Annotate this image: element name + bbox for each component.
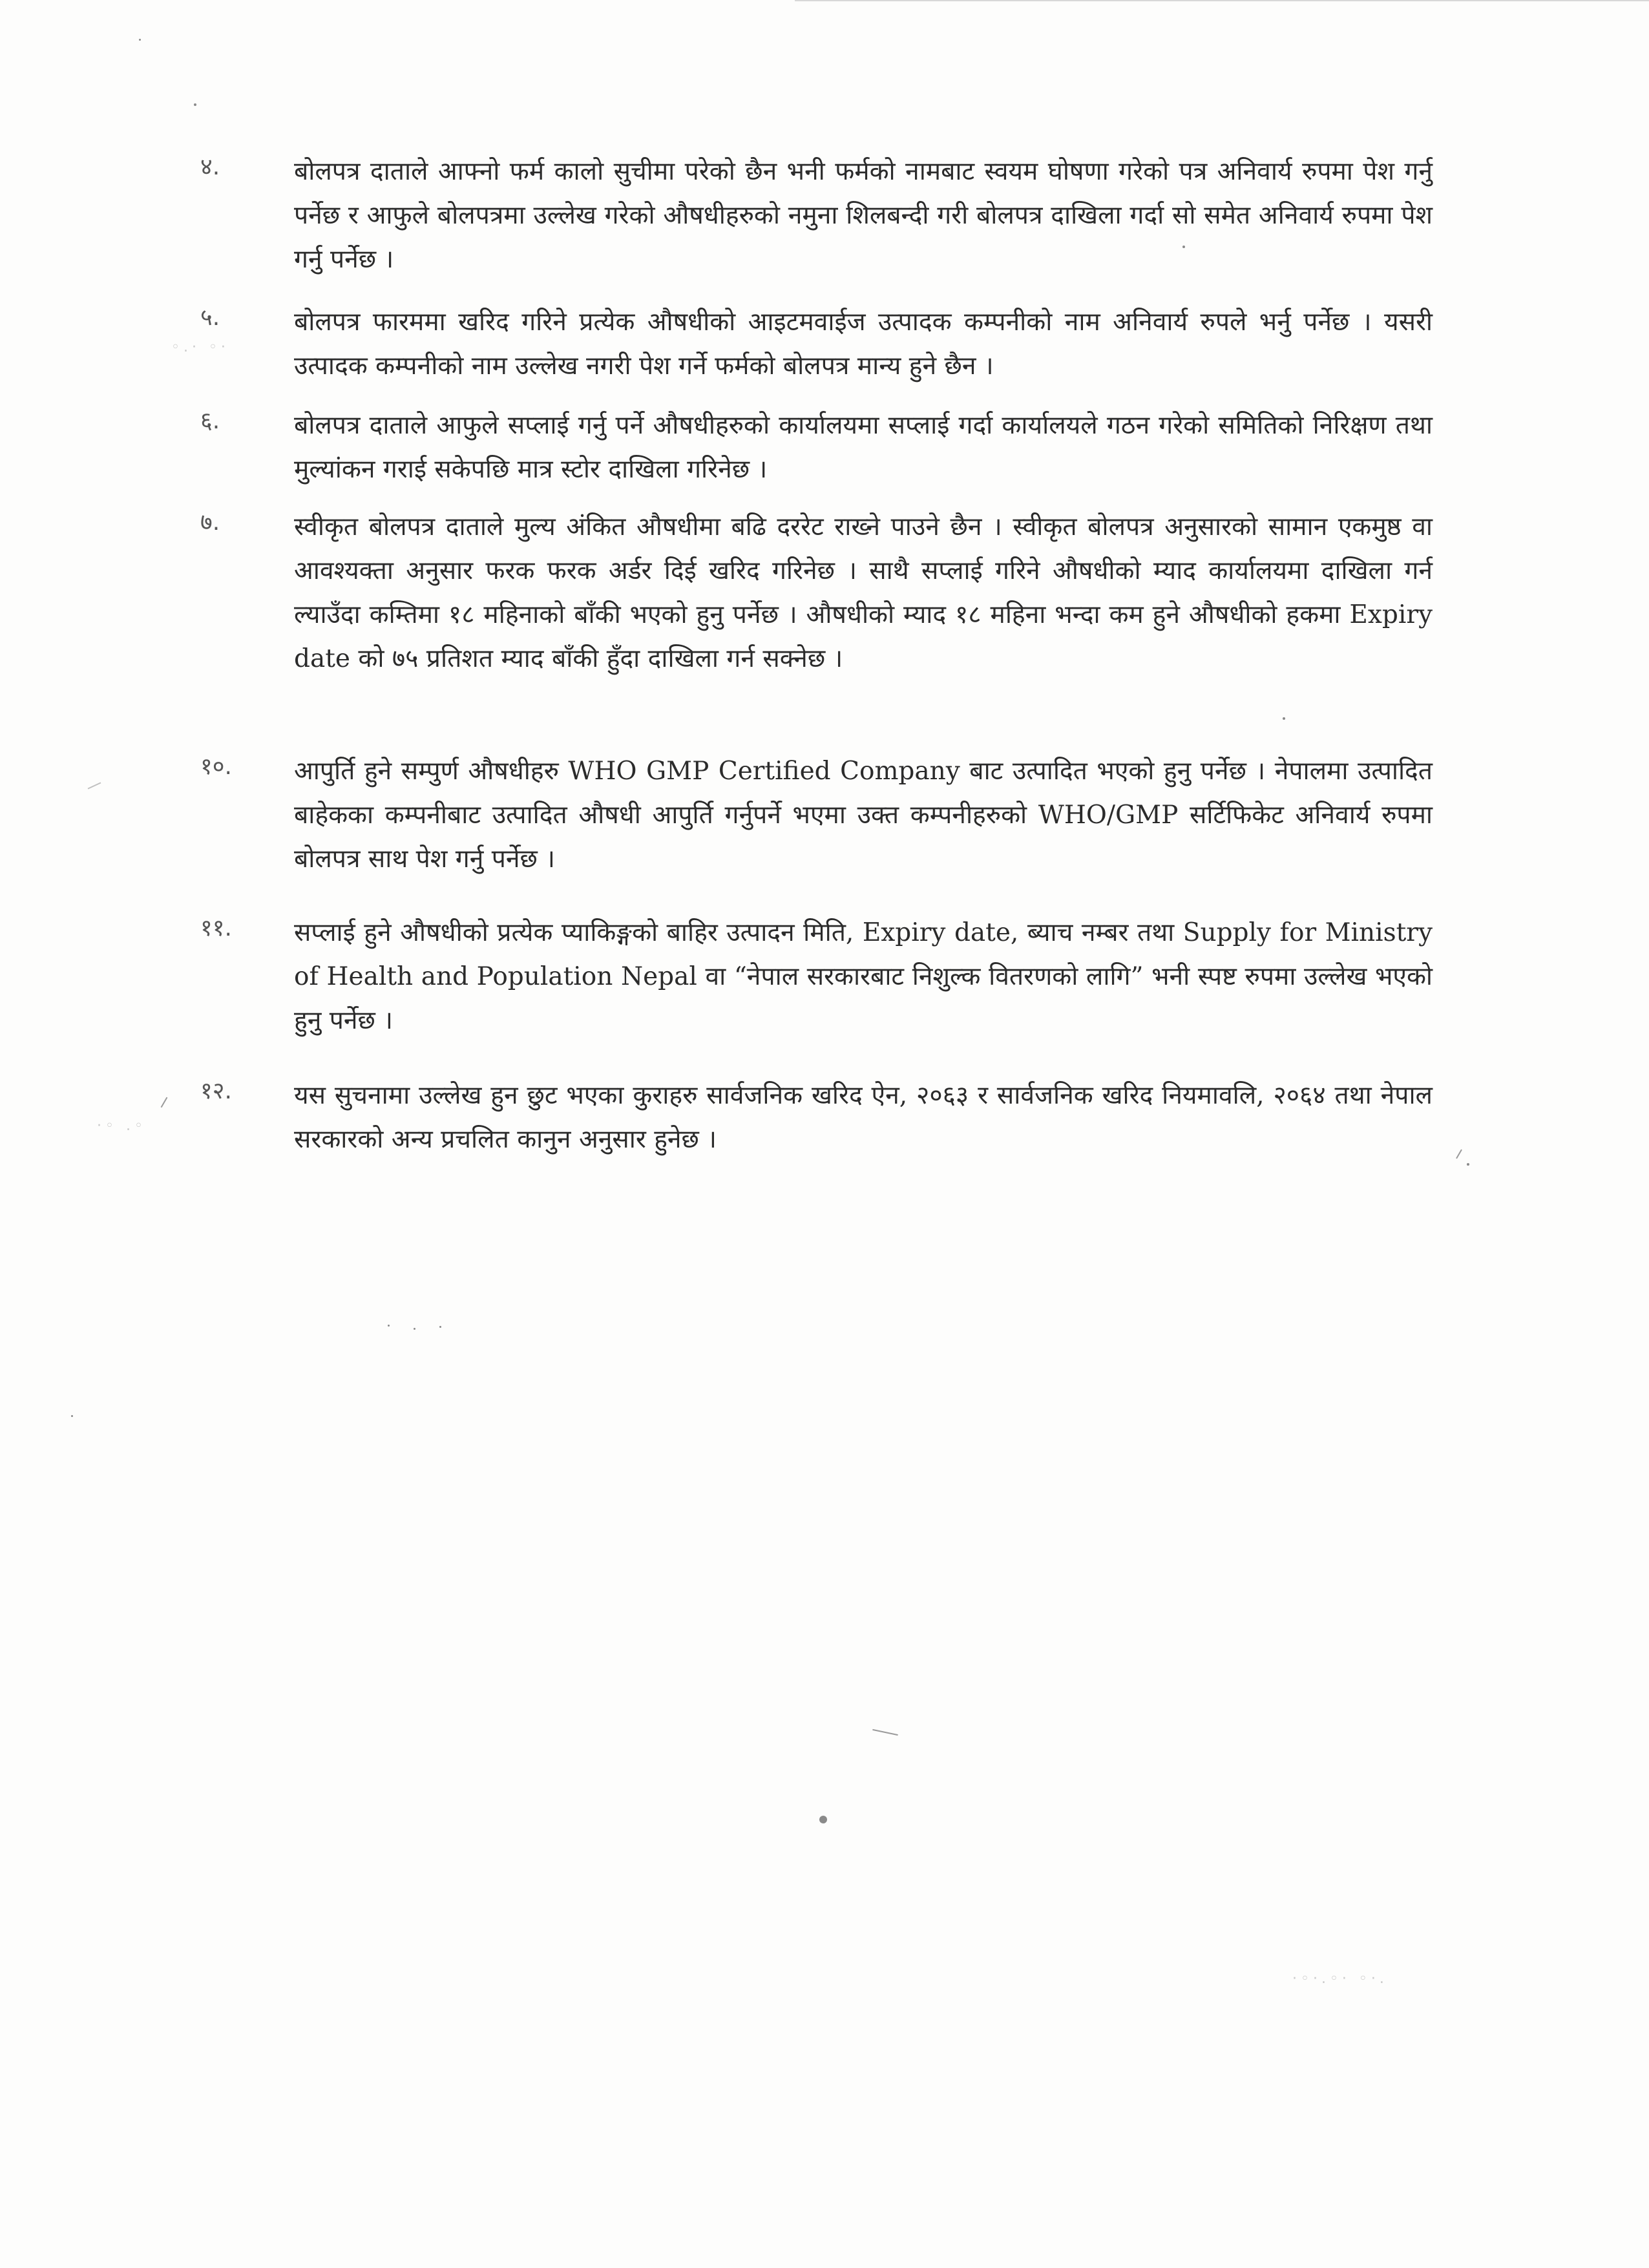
scan-stroke (161, 1097, 168, 1108)
clause-number: १२. (200, 1078, 232, 1104)
page-edge-line (795, 0, 1649, 1)
scan-speck (1283, 717, 1285, 720)
faint-stamp-mark: ◦.· ◦· (171, 339, 229, 355)
faint-stamp-mark: ·◦·.◦· ◦·. (1292, 1971, 1388, 1987)
clause-number: ७. (200, 509, 220, 536)
clause-text: बोलपत्र दाताले आफ्नो फर्म कालो सुचीमा परेको छैन भनी फर्मको नामबाट स्वयम घोषणा गरेको पत्र अनिवार्य रुपमा पेश गर्नु पर्नेछ र आफुले बोलपत्रमा उल्लेख गरेको औषधीहरुको नमुना शिलबन्दी गरी बोलपत्र दाखिला गर्दा सो समेत अनिवार्य रुपमा पेश गर्नु पर्नेछ । (294, 157, 1433, 274)
scan-speck (139, 39, 141, 41)
scan-speck (71, 1415, 73, 1417)
clause-number: १०. (200, 753, 232, 780)
scan-stroke (1456, 1150, 1462, 1159)
scan-stroke (872, 1729, 898, 1736)
scan-speck (194, 103, 196, 106)
clause-text: बोलपत्र दाताले आफुले सप्लाई गर्नु पर्ने औषधीहरुको कार्यालयमा सप्लाई गर्दा कार्यालयले गठन गरेको समितिको निरिक्षण तथा मुल्यांकन गराई सकेपछि मात्र स्टोर दाखिला गरिनेछ । (294, 411, 1433, 484)
clause-number: ४. (200, 154, 220, 180)
clause-number: ६. (200, 408, 220, 434)
scan-speck (388, 1325, 390, 1327)
clause-number: ११. (200, 915, 232, 941)
scan-stroke (88, 782, 101, 789)
scan-speck (1182, 246, 1185, 248)
scan-speck (439, 1326, 441, 1328)
faint-stamp-mark: ·◦ .◦ (97, 1118, 147, 1134)
clause-text: आपुर्ति हुने सम्पुर्ण औषधीहरु WHO GMP Certified Company बाट उत्पादित भएको हुनु पर्नेछ । नेपालमा उत्पादित बाहेकका कम्पनीबाट उत्पादित औषधी आपुर्ति गर्नुपर्ने भएमा उक्त कम्पनीहरुको WHO/GMP सर्टिफिकेट अनिवार्य रुपमा बोलपत्र साथ पेश गर्नु पर्नेछ । (294, 757, 1433, 874)
clause-text: स्वीकृत बोलपत्र दाताले मुल्य अंकित औषधीमा बढि दररेट राख्ने पाउने छैन । स्वीकृत बोलपत्र अनुसारको सामान एकमुष्ठ वा आवश्यक्ता अनुसार फरक फरक अर्डर दिई खरिद गरिनेछ । साथै सप्लाई गरिने औषधीको म्याद कार्यालयमा दाखिला गर्न ल्याउँदा कम्तिमा १८ महिनाको बाँकी भएको हुनु पर्नेछ । औषधीको म्याद १८ महिना भन्दा कम हुने औषधीको हकमा Expiry date को ७५ प्रतिशत म्याद बाँकी हुँदा दाखिला गर्न सक्नेछ । (294, 512, 1433, 673)
scan-speck (819, 1816, 827, 1823)
clause-text: सप्लाई हुने औषधीको प्रत्येक प्याकिङ्गको बाहिर उत्पादन मिति, Expiry date, ब्याच नम्बर तथा Supply for Ministry of Health and Population Nepal वा “नेपाल सरकारबाट निशुल्क वितरणको लागि” भनी स्पष्ट रुपमा उल्लेख भएको हुनु पर्नेछ । (294, 918, 1433, 1035)
clause-text: यस सुचनामा उल्लेख हुन छुट भएका कुराहरु सार्वजनिक खरिद ऐन, २०६३ र सार्वजनिक खरिद नियमावलि, २०६४ तथा नेपाल सरकारको अन्य प्रचलित कानुन अनुसार हुनेछ । (294, 1081, 1433, 1154)
scan-speck (414, 1328, 415, 1330)
scan-speck (1467, 1163, 1469, 1166)
clause-text: बोलपत्र फारममा खरिद गरिने प्रत्येक औषधीको आइटमवाईज उत्पादक कम्पनीको नाम अनिवार्य रुपले भर्नु पर्नेछ । यसरी उत्पादक कम्पनीको नाम उल्लेख नगरी पेश गर्ने फर्मको बोलपत्र मान्य हुने छैन । (294, 308, 1433, 381)
clause-number: ५. (200, 304, 220, 331)
